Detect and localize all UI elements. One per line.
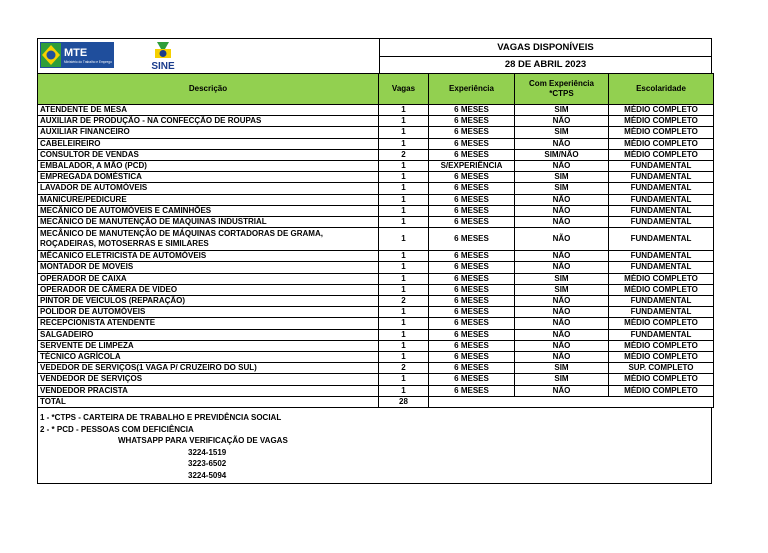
table-row	[38, 352, 714, 363]
ctps-required: NÃO	[515, 307, 609, 318]
vacancy-count: 1	[379, 205, 429, 216]
table-row	[38, 228, 714, 251]
education: FUNDAMENTAL	[609, 228, 714, 251]
titles-area	[380, 39, 711, 73]
vacancy-count: 2	[379, 363, 429, 374]
job-listing-sheet	[37, 38, 712, 484]
table-row	[38, 284, 714, 295]
job-title: MECÂNICO DE MANUTENÇÃO DE MÁQUINAS CORTADORAS DE GRAMA, ROÇADEIRAS, MOTOSERRAS E SIMILARES	[38, 228, 379, 251]
svg-text:SINE: SINE	[151, 61, 175, 71]
job-title: MÊCANICO ELETRICISTA DE AUTOMÓVEIS	[38, 251, 379, 262]
job-title: RECEPCIONISTA ATENDENTE	[38, 318, 379, 329]
job-title: TÉCNICO AGRÍCOLA	[38, 352, 379, 363]
table-row	[38, 385, 714, 396]
sheet-header	[37, 38, 712, 73]
ctps-required: SIM	[515, 127, 609, 138]
note-pcd: 2 - * PCD - PESSOAS COM DEFICIÊNCIA	[40, 424, 194, 434]
vacancy-count: 1	[379, 318, 429, 329]
job-title: ATENDENTE DE MESA	[38, 105, 379, 116]
ctps-required: NÃO	[515, 116, 609, 127]
col-header-experiencia: Experiência	[429, 74, 515, 105]
experience: 6 MESES	[429, 329, 515, 340]
job-title: OPERADOR DE CAIXA	[38, 273, 379, 284]
job-title: MECÂNICO DE AUTOMÓVEIS E CAMINHÕES	[38, 205, 379, 216]
total-label: TOTAL	[38, 396, 379, 407]
education: FUNDAMENTAL	[609, 205, 714, 216]
ctps-required: SIM	[515, 284, 609, 295]
ctps-required: NÃO	[515, 217, 609, 228]
experience: 6 MESES	[429, 318, 515, 329]
education: MÉDIO COMPLETO	[609, 149, 714, 160]
job-title: OPERADOR DE CÂMERA DE VIDEO	[38, 284, 379, 295]
vacancy-count: 1	[379, 161, 429, 172]
education: FUNDAMENTAL	[609, 217, 714, 228]
table-body	[38, 105, 714, 397]
education: MÉDIO COMPLETO	[609, 116, 714, 127]
svg-text:MTE: MTE	[64, 47, 88, 59]
job-title: SALGADEIRO	[38, 329, 379, 340]
ctps-required: NÃO	[515, 194, 609, 205]
job-title: MONTADOR DE MOVEIS	[38, 262, 379, 273]
education: MÉDIO COMPLETO	[609, 284, 714, 295]
table-row	[38, 217, 714, 228]
experience: 6 MESES	[429, 217, 515, 228]
job-title: VEDEDOR DE SERVIÇOS(1 VAGA P/ CRUZEIRO DO SUL)	[38, 363, 379, 374]
vacancy-count: 1	[379, 105, 429, 116]
job-title: VENDEDOR PRACISTA	[38, 385, 379, 396]
total-value: 28	[379, 396, 429, 407]
ctps-required: SIM	[515, 172, 609, 183]
education: MÉDIO COMPLETO	[609, 138, 714, 149]
vacancies-table	[37, 73, 714, 408]
vacancy-count: 2	[379, 296, 429, 307]
vacancy-count: 1	[379, 251, 429, 262]
mte-logo	[40, 42, 114, 68]
vacancy-count: 1	[379, 374, 429, 385]
job-title: LAVADOR DE AUTOMÓVEIS	[38, 183, 379, 194]
col-header-escolaridade: Escolaridade	[609, 74, 714, 105]
ctps-required: SIM/NÃO	[515, 149, 609, 160]
vacancy-count: 1	[379, 385, 429, 396]
table-row	[38, 183, 714, 194]
job-title: SERVENTE DE LIMPEZA	[38, 340, 379, 351]
vacancy-count: 1	[379, 228, 429, 251]
ctps-required: SIM	[515, 374, 609, 385]
education: FUNDAMENTAL	[609, 329, 714, 340]
ctps-required: SIM	[515, 273, 609, 284]
table-row	[38, 340, 714, 351]
footnotes	[37, 408, 712, 484]
sine-logo	[143, 41, 183, 71]
table-row	[38, 172, 714, 183]
table-row	[38, 205, 714, 216]
table-header-row	[38, 74, 714, 105]
experience: 6 MESES	[429, 352, 515, 363]
vacancy-count: 1	[379, 340, 429, 351]
table-row	[38, 273, 714, 284]
whatsapp-label: WHATSAPP PARA VERIFICAÇÃO DE VAGAS	[118, 436, 288, 446]
ctps-required: NÃO	[515, 161, 609, 172]
phone-number: 3223-6502	[188, 459, 227, 469]
table-row	[38, 194, 714, 205]
experience: 6 MESES	[429, 251, 515, 262]
ctps-required: SIM	[515, 183, 609, 194]
education: FUNDAMENTAL	[609, 183, 714, 194]
table-row	[38, 138, 714, 149]
experience: 6 MESES	[429, 262, 515, 273]
experience: 6 MESES	[429, 228, 515, 251]
education: FUNDAMENTAL	[609, 296, 714, 307]
job-title: AUXILIAR FINANCEIRO	[38, 127, 379, 138]
svg-text:Ministério do Trabalho e Empre: Ministério do Trabalho e Emprego	[64, 60, 112, 64]
education: MÉDIO COMPLETO	[609, 127, 714, 138]
education: MÉDIO COMPLETO	[609, 352, 714, 363]
ctps-required: NÃO	[515, 329, 609, 340]
ctps-required: NÃO	[515, 262, 609, 273]
table-row	[38, 127, 714, 138]
vacancy-count: 1	[379, 127, 429, 138]
vacancy-count: 1	[379, 284, 429, 295]
vacancy-count: 1	[379, 183, 429, 194]
vacancy-count: 2	[379, 149, 429, 160]
experience: 6 MESES	[429, 172, 515, 183]
ctps-required: NÃO	[515, 296, 609, 307]
ctps-required: NÃO	[515, 138, 609, 149]
ctps-required: NÃO	[515, 228, 609, 251]
total-row	[38, 396, 714, 407]
experience: 6 MESES	[429, 340, 515, 351]
logos-area	[38, 39, 380, 73]
ctps-required: SIM	[515, 105, 609, 116]
table-row	[38, 149, 714, 160]
vacancy-count: 1	[379, 329, 429, 340]
education: MÉDIO COMPLETO	[609, 273, 714, 284]
experience: 6 MESES	[429, 205, 515, 216]
education: SUP. COMPLETO	[609, 363, 714, 374]
job-title: CONSULTOR DE VENDAS	[38, 149, 379, 160]
ctps-required: NÃO	[515, 318, 609, 329]
experience: 6 MESES	[429, 374, 515, 385]
col-header-vagas: Vagas	[379, 74, 429, 105]
table-row	[38, 318, 714, 329]
phone-number: 3224-5094	[188, 470, 227, 480]
job-title: POLIDOR DE AUTOMÓVEIS	[38, 307, 379, 318]
vacancy-count: 1	[379, 194, 429, 205]
experience: 6 MESES	[429, 363, 515, 374]
phone-number: 3224-1519	[188, 447, 227, 457]
education: MÉDIO COMPLETO	[609, 318, 714, 329]
education: FUNDAMENTAL	[609, 307, 714, 318]
table-row	[38, 105, 714, 116]
vacancy-count: 1	[379, 262, 429, 273]
job-title: CABELEIREIRO	[38, 138, 379, 149]
table-row	[38, 374, 714, 385]
vacancy-count: 1	[379, 273, 429, 284]
table-row	[38, 262, 714, 273]
experience: 6 MESES	[429, 138, 515, 149]
education: FUNDAMENTAL	[609, 172, 714, 183]
ctps-required: NÃO	[515, 205, 609, 216]
page-date: 28 DE ABRIL 2023	[504, 59, 587, 71]
ctps-required: NÃO	[515, 385, 609, 396]
experience: 6 MESES	[429, 307, 515, 318]
education: MÉDIO COMPLETO	[609, 385, 714, 396]
table-row	[38, 329, 714, 340]
experience: 6 MESES	[429, 183, 515, 194]
experience: 6 MESES	[429, 284, 515, 295]
job-title: PINTOR DE VEICULOS (REPARAÇÃO)	[38, 296, 379, 307]
vacancy-count: 1	[379, 138, 429, 149]
experience: 6 MESES	[429, 296, 515, 307]
vacancy-count: 1	[379, 172, 429, 183]
note-ctps: 1 - *CTPS - CARTEIRA DE TRABALHO E PREVIDÊNCIA SOCIAL	[40, 413, 282, 423]
vacancy-count: 1	[379, 352, 429, 363]
table-row	[38, 363, 714, 374]
job-title: EMBALADOR, A MÃO (PCD)	[38, 161, 379, 172]
job-title: MANICURE/PEDICURE	[38, 194, 379, 205]
experience: 6 MESES	[429, 385, 515, 396]
table-row	[38, 296, 714, 307]
experience: 6 MESES	[429, 116, 515, 127]
experience: 6 MESES	[429, 194, 515, 205]
vacancy-count: 1	[379, 307, 429, 318]
page-title: VAGAS DISPONÍVEIS	[380, 39, 711, 57]
job-title: VENDEDOR DE SERVIÇOS	[38, 374, 379, 385]
col-header-ctps: Com Experiência *CTPS	[515, 74, 609, 105]
table-row	[38, 251, 714, 262]
education: MÉDIO COMPLETO	[609, 374, 714, 385]
ctps-required: NÃO	[515, 340, 609, 351]
education: FUNDAMENTAL	[609, 161, 714, 172]
table-row	[38, 116, 714, 127]
education: MÉDIO COMPLETO	[609, 105, 714, 116]
education: FUNDAMENTAL	[609, 262, 714, 273]
education: FUNDAMENTAL	[609, 251, 714, 262]
ctps-required: NÃO	[515, 352, 609, 363]
table-row	[38, 307, 714, 318]
col-header-descricao: Descrição	[38, 74, 379, 105]
education: FUNDAMENTAL	[609, 194, 714, 205]
education: MÉDIO COMPLETO	[609, 340, 714, 351]
ctps-required: NÃO	[515, 251, 609, 262]
vacancy-count: 1	[379, 217, 429, 228]
experience: 6 MESES	[429, 273, 515, 284]
experience: S/EXPERIÊNCIA	[429, 161, 515, 172]
experience: 6 MESES	[429, 127, 515, 138]
ctps-required: SIM	[515, 363, 609, 374]
table-row	[38, 161, 714, 172]
experience: 6 MESES	[429, 149, 515, 160]
job-title: EMPREGADA DOMÉSTICA	[38, 172, 379, 183]
experience: 6 MESES	[429, 105, 515, 116]
vacancy-count: 1	[379, 116, 429, 127]
job-title: AUXILIAR DE PRODUÇÃO - NA CONFECÇÃO DE ROUPAS	[38, 116, 379, 127]
job-title: MECÂNICO DE MANUTENÇÃO DE MAQUINAS INDUSTRIAL	[38, 217, 379, 228]
